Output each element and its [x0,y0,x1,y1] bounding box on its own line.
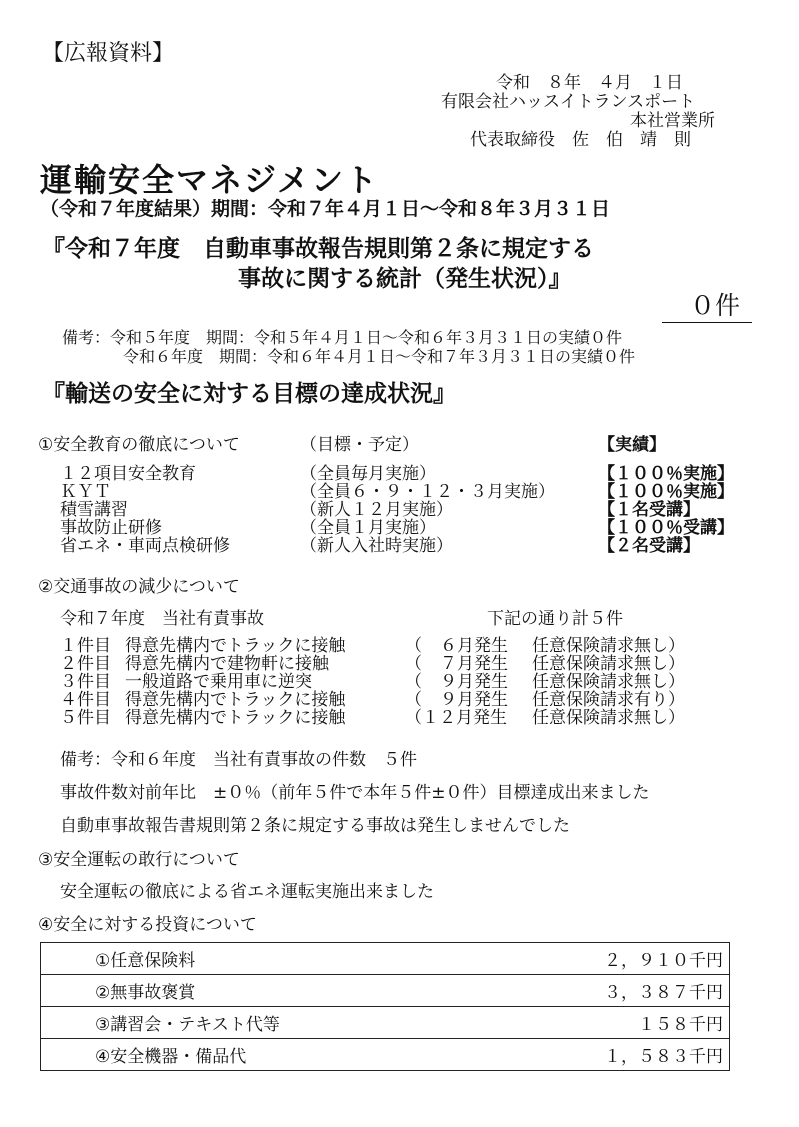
table-row [41,943,730,975]
accident-desc: 得意先構内でトラックに接触 [125,690,346,710]
accident-desc: 一般道路で乗用車に逆突 [125,672,312,692]
education-plan: （新人入社時実施） [300,536,453,556]
issue-date: 令和 ８年 ４月 １日 [496,73,683,93]
accident-open: （ [405,690,422,710]
investment-name: ③講習会・テキスト代等 [41,1007,493,1039]
accident-month: ７月発生 [440,654,508,674]
education-item: 積雪講習 [60,500,128,520]
education-result: 【１００％実施】 [598,464,734,484]
accident-insurance-status: 任意保険請求有り） [532,690,685,710]
section2-comparison: 事故件数対前年比 ±０％（前年５件で本年５件±０件）目標達成出来ました [60,783,650,803]
accident-no: ４件目 [60,690,111,710]
investment-table [40,942,730,1071]
section2-total-label: 下記の通り計５件 [487,609,623,629]
goals-heading: 『輸送の安全に対する目標の達成状況』 [42,381,456,407]
accident-stats-heading-1: 『令和７年度 自動車事故報告規則第２条に規定する [42,236,594,262]
education-result: 【１００％実施】 [598,482,734,502]
table-row [41,1039,730,1071]
section2-title: ②交通事故の減少について [38,577,240,597]
accident-numbers [60,637,111,727]
education-item: ＫＹＴ [60,482,111,502]
section2-note: 備考：令和６年度 当社有責事故の件数 ５件 [60,750,417,770]
period-subtitle: （令和７年度結果）期間：令和７年４月１日～令和８年３月３１日 [40,198,611,220]
accident-insurance-status: 任意保険請求無し） [532,708,685,728]
press-release-label: 【広報資料】 [42,41,175,66]
document-title: 運輸安全マネジメント [40,161,380,199]
investment-name: ②無事故褒賞 [41,975,493,1007]
stats-note-1: 備考：令和５年度 期間：令和５年４月１日～令和６年３月３１日の実績０件 [62,328,623,347]
section2-year-label: 令和７年度 当社有責事故 [60,609,264,629]
education-results [598,465,734,555]
education-result: 【２名受講】 [598,536,700,556]
office-name: 本社営業所 [630,111,715,131]
education-plans [300,465,555,555]
accident-desc: 得意先構内でトラックに接触 [125,708,346,728]
section2-rule-statement: 自動車事故報告書規則第２条に規定する事故は発生しませんでした [60,816,570,836]
education-items [60,465,230,555]
education-item: 事故防止研修 [60,518,162,538]
accident-no: １件目 [60,636,111,656]
education-item: １２項目安全教育 [60,464,196,484]
investment-amount: １，５８３千円 [493,1039,730,1071]
investment-name: ④安全機器・備品代 [41,1039,493,1071]
stats-note-2: 令和６年度 期間：令和６年４月１日～令和７年３月３１日の実績０件 [123,347,636,366]
section3-title: ③安全運転の敢行について [38,850,240,870]
accident-open: （１２月発生 [405,708,507,728]
accident-desc: 得意先構内で建物軒に接触 [125,654,329,674]
education-plan: （全員１月実施） [300,518,436,538]
accident-month [440,709,508,727]
section1-result-header: 【実績】 [598,435,666,455]
education-plan: （全員毎月実施） [300,464,436,484]
accident-insurance-status: 任意保険請求無し） [532,672,685,692]
section4-title: ④安全に対する投資について [38,915,257,935]
investment-amount: １５８千円 [493,1007,730,1039]
accident-insurance-status: 任意保険請求無し） [532,654,685,674]
accident-open: （ [405,654,422,674]
investment-amount: ２，９１０千円 [493,943,730,975]
company-name: 有限会社ハッスイトランスポート [441,92,696,112]
accident-no: ３件目 [60,672,111,692]
accident-count: ０件 [662,286,752,323]
representative: 代表取締役 佐 伯 靖 則 [470,130,691,150]
section1-target-header: （目標・予定） [300,435,419,455]
accident-month: ９月発生 [440,690,508,710]
accident-open: （ [405,672,422,692]
education-plan: （新人１２月実施） [300,500,453,520]
section1-title: ①安全教育の徹底について [38,435,240,455]
education-plan: （全員６・９・１２・３月実施） [300,482,555,502]
education-item: 省エネ・車両点検研修 [60,536,230,556]
accident-insurance [532,637,685,727]
section3-text: 安全運転の徹底による省エネ運転実施出来ました [60,882,434,902]
accident-descriptions [125,637,345,727]
accident-insurance-status: 任意保険請求無し） [532,636,685,656]
accident-month: ９月発生 [440,672,508,692]
accident-desc: 得意先構内でトラックに接触 [125,636,346,656]
accident-month: ６月発生 [440,636,508,656]
accident-months [440,637,508,727]
table-row [41,1007,730,1039]
investment-name: ①任意保険料 [41,943,493,975]
investment-amount: ３，３８７千円 [493,975,730,1007]
education-result: 【１００％受講】 [598,518,734,538]
education-result: 【１名受講】 [598,500,700,520]
accident-open: （ [405,636,422,656]
accident-no: ２件目 [60,654,111,674]
accident-stats-heading-2: 事故に関する統計（発生状況）』 [238,266,572,292]
accident-no: ５件目 [60,708,111,728]
table-row [41,975,730,1007]
